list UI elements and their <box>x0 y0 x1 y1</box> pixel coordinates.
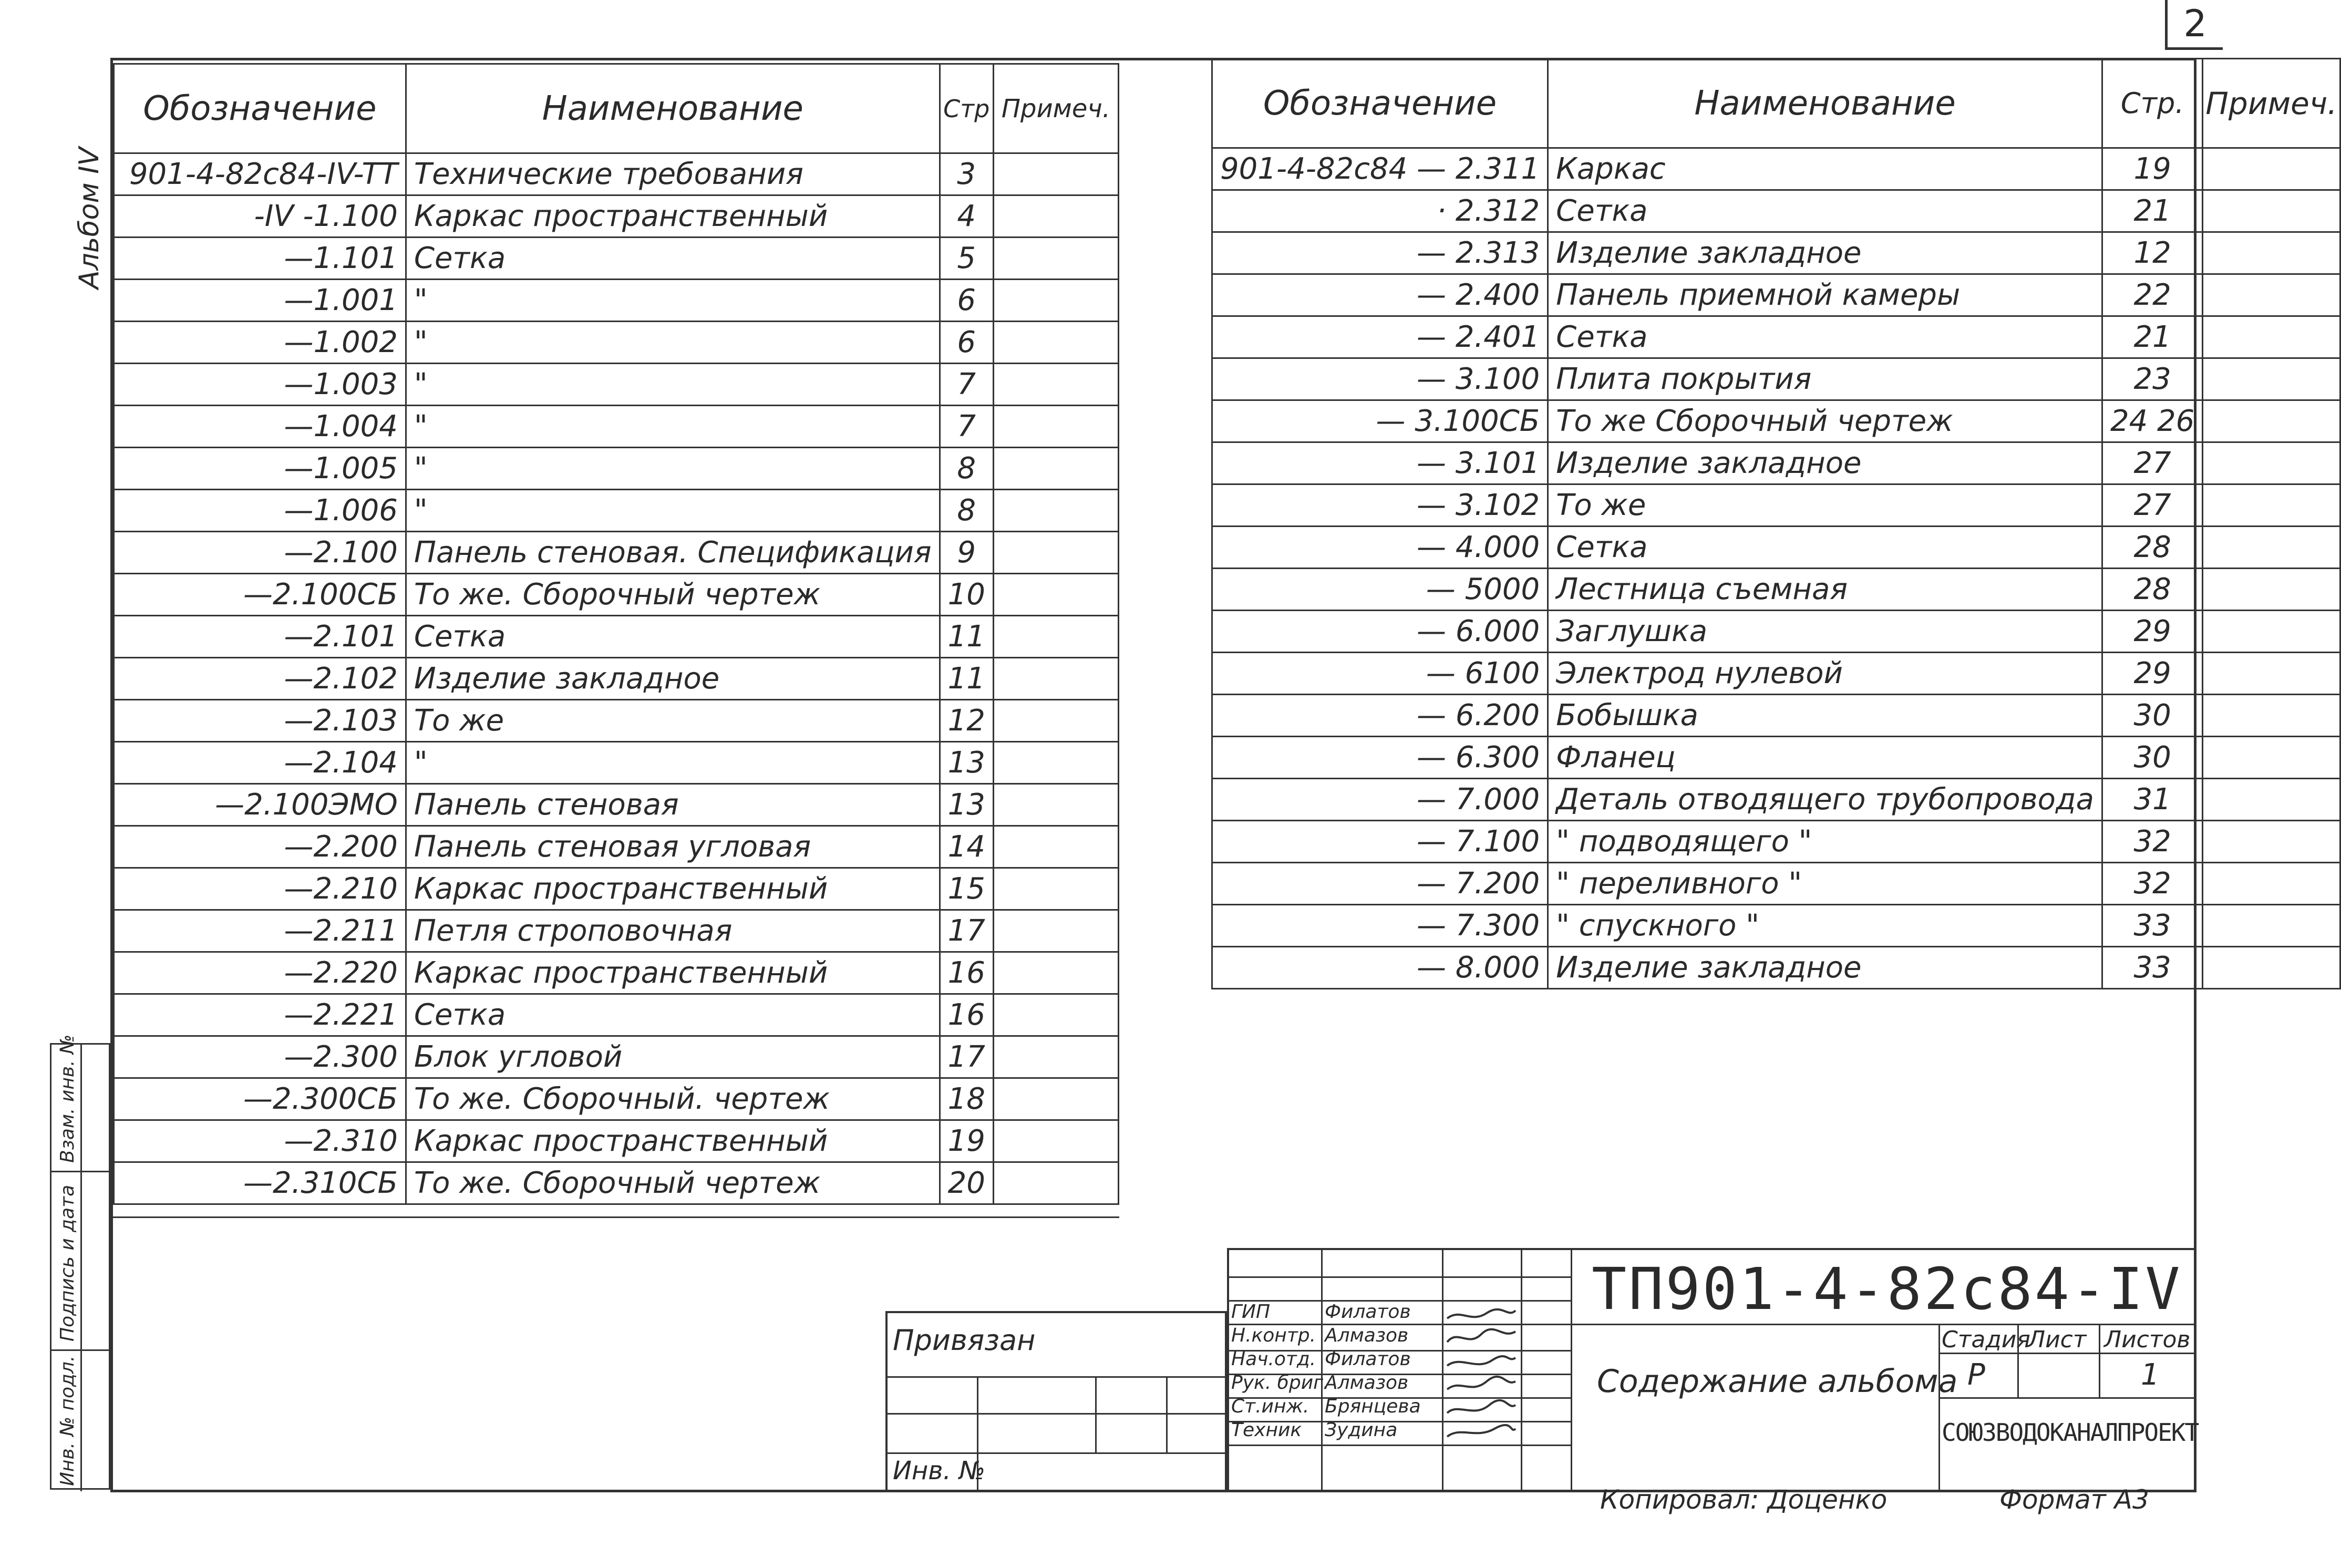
name-cell: " <box>406 448 940 490</box>
note-cell <box>993 616 1118 658</box>
note-cell <box>2203 695 2340 737</box>
title-block <box>1227 1248 2199 1492</box>
role-label: Нач.отд. <box>1231 1348 1316 1370</box>
table-row <box>114 238 1119 280</box>
project-code: ТП901-4-82с84-IV <box>1592 1255 2182 1323</box>
note-cell <box>993 1036 1118 1078</box>
page-cell: 29 <box>2102 611 2202 653</box>
page-cell: 22 <box>2102 274 2202 316</box>
table-row <box>1212 569 2340 611</box>
name-cell: Панель стеновая <box>406 784 940 826</box>
table-row <box>1212 358 2340 400</box>
page-cell: 32 <box>2102 821 2202 863</box>
note-cell <box>993 742 1118 784</box>
table-row <box>1212 611 2340 653</box>
table-row <box>114 616 1119 658</box>
tb-vline <box>1321 1250 1323 1492</box>
name-cell: То же. Сборочный чертеж <box>406 1162 940 1204</box>
note-cell <box>993 826 1118 868</box>
note-cell <box>993 448 1118 490</box>
person-name: Алмазов <box>1325 1325 1409 1346</box>
page-cell: 16 <box>940 952 993 994</box>
name-cell: Панель стеновая угловая <box>406 826 940 868</box>
table-row <box>1212 947 2340 989</box>
designation-cell: — 6100 <box>1212 653 1548 695</box>
table-row <box>1212 274 2340 316</box>
header-name: Наименование <box>1548 59 2102 148</box>
note-cell <box>993 1162 1118 1204</box>
designation-cell: — 3.100СБ <box>1212 400 1548 442</box>
designation-cell: —2.200 <box>114 826 406 868</box>
designation-cell: — 3.100 <box>1212 358 1548 400</box>
name-cell: Каркас пространственный <box>406 195 940 238</box>
page-cell: 9 <box>940 532 993 574</box>
designation-cell: — 2.400 <box>1212 274 1548 316</box>
page-cell: 18 <box>940 1078 993 1120</box>
page-cell: 17 <box>940 910 993 952</box>
side-stamp <box>50 1034 110 1490</box>
header-page: Стр <box>940 64 993 153</box>
side-stamp-line <box>51 1171 112 1172</box>
tb-vline <box>1938 1324 1940 1492</box>
designation-cell: — 6.300 <box>1212 737 1548 779</box>
page-cell: 7 <box>940 406 993 448</box>
note-cell <box>993 238 1118 280</box>
note-cell <box>993 322 1118 364</box>
page-cell: 3 <box>940 153 993 195</box>
designation-cell: —1.004 <box>114 406 406 448</box>
designation-cell: — 2.313 <box>1212 232 1548 274</box>
role-label: ГИП <box>1231 1301 1271 1323</box>
page-cell: 20 <box>940 1162 993 1204</box>
page-cell: 19 <box>940 1120 993 1162</box>
designation-cell: — 4.000 <box>1212 527 1548 569</box>
name-cell: Панель приемной камеры <box>1548 274 2102 316</box>
stage-label: Стадия <box>1942 1326 2030 1353</box>
name-cell: " <box>406 364 940 406</box>
designation-cell: —1.006 <box>114 490 406 532</box>
table-row <box>114 994 1119 1036</box>
tb-vline <box>1521 1250 1522 1492</box>
name-cell: Каркас пространственный <box>406 952 940 994</box>
format-label: Формат А3 <box>1999 1484 2149 1515</box>
designation-cell: —1.005 <box>114 448 406 490</box>
inv-no-label: Инв. № <box>893 1456 986 1486</box>
table-row <box>114 1078 1119 1120</box>
privyazan-label: Привязан <box>893 1324 1036 1357</box>
note-cell <box>2203 400 2340 442</box>
page-cell: 19 <box>2102 148 2202 190</box>
note-cell <box>993 280 1118 322</box>
note-cell <box>993 195 1118 238</box>
name-cell: То же. Сборочный. чертеж <box>406 1078 940 1120</box>
note-cell <box>993 910 1118 952</box>
note-cell <box>993 153 1118 195</box>
page-cell: 23 <box>2102 358 2202 400</box>
designation-cell: -IV -1.100 <box>114 195 406 238</box>
note-cell <box>993 406 1118 448</box>
page-cell: 31 <box>2102 779 2202 821</box>
note-cell <box>2203 905 2340 947</box>
designation-cell: —2.103 <box>114 700 406 742</box>
privyazan-block <box>885 1311 1227 1492</box>
designation-cell: —1.003 <box>114 364 406 406</box>
privyazan-vline <box>1166 1376 1168 1452</box>
name-cell: Деталь отводящего трубопровода <box>1548 779 2102 821</box>
name-cell: Сетка <box>406 616 940 658</box>
name-cell: Изделие закладное <box>1548 442 2102 484</box>
name-cell: Сетка <box>1548 190 2102 232</box>
note-cell <box>2203 569 2340 611</box>
page-cell: 17 <box>940 1036 993 1078</box>
name-cell: То же <box>1548 484 2102 527</box>
privyazan-line <box>888 1452 1227 1454</box>
table-row <box>114 322 1119 364</box>
name-cell: Каркас пространственный <box>406 1120 940 1162</box>
designation-cell: —2.300СБ <box>114 1078 406 1120</box>
note-cell <box>993 490 1118 532</box>
note-cell <box>993 700 1118 742</box>
name-cell: Петля строповочная <box>406 910 940 952</box>
table-row <box>114 574 1119 616</box>
page-cell: 30 <box>2102 695 2202 737</box>
name-cell: Изделие закладное <box>1548 947 2102 989</box>
designation-cell: — 7.200 <box>1212 863 1548 905</box>
table-row <box>114 742 1119 784</box>
page-cell: 32 <box>2102 863 2202 905</box>
side-stamp-divider <box>80 1045 82 1491</box>
page-cell: 10 <box>940 574 993 616</box>
note-cell <box>993 574 1118 616</box>
page-cell: 13 <box>940 784 993 826</box>
name-cell: Плита покрытия <box>1548 358 2102 400</box>
name-cell: " <box>406 322 940 364</box>
table-row <box>114 195 1119 238</box>
page-cell: 21 <box>2102 316 2202 358</box>
note-cell <box>2203 527 2340 569</box>
page-cell: 21 <box>2102 190 2202 232</box>
table-row <box>1212 148 2340 190</box>
designation-cell: — 7.100 <box>1212 821 1548 863</box>
table-row <box>114 532 1119 574</box>
person-name: Филатов <box>1325 1301 1411 1323</box>
page-cell: 14 <box>940 826 993 868</box>
designation-cell: — 5000 <box>1212 569 1548 611</box>
designation-cell: —1.101 <box>114 238 406 280</box>
table-row <box>114 364 1119 406</box>
sheet-label: Лист <box>2028 1326 2087 1353</box>
designation-cell: —2.104 <box>114 742 406 784</box>
note-cell <box>2203 737 2340 779</box>
copied-by: Копировал: Доценко <box>1600 1484 1888 1515</box>
designation-cell: —2.300 <box>114 1036 406 1078</box>
note-cell <box>2203 274 2340 316</box>
page-cell: 29 <box>2102 653 2202 695</box>
vzam-inv-label: Взам. инв. № <box>57 1034 78 1163</box>
page-cell: 16 <box>940 994 993 1036</box>
table-row <box>114 868 1119 910</box>
name-cell: Изделие закладное <box>1548 232 2102 274</box>
name-cell: " <box>406 742 940 784</box>
header-note: Примеч. <box>2203 59 2340 148</box>
inv-podl-label: Инв. № подл. <box>57 1355 78 1486</box>
note-cell <box>2203 947 2340 989</box>
header-note: Примеч. <box>993 64 1118 153</box>
page-cell: 15 <box>940 868 993 910</box>
privyazan-line <box>888 1376 1227 1378</box>
name-cell: Технические требования <box>406 153 940 195</box>
table-row <box>1212 695 2340 737</box>
name-cell: То же. Сборочный чертеж <box>406 574 940 616</box>
designation-cell: — 3.101 <box>1212 442 1548 484</box>
person-name: Филатов <box>1325 1348 1411 1370</box>
table-row <box>114 952 1119 994</box>
table-row <box>1212 737 2340 779</box>
designation-cell: —2.310 <box>114 1120 406 1162</box>
sheets-label: Листов <box>2104 1326 2191 1353</box>
page-cell: 4 <box>940 195 993 238</box>
table-row <box>1212 779 2340 821</box>
table-row <box>1212 905 2340 947</box>
header-name: Наименование <box>406 64 940 153</box>
name-cell: Каркас пространственный <box>406 868 940 910</box>
contents-table-left <box>113 63 1119 1205</box>
page-cell: 11 <box>940 616 993 658</box>
role-label: Ст.инж. <box>1231 1396 1309 1417</box>
person-name: Алмазов <box>1325 1372 1409 1394</box>
note-cell <box>2203 358 2340 400</box>
note-cell <box>993 364 1118 406</box>
designation-cell: —2.102 <box>114 658 406 700</box>
note-cell <box>2203 779 2340 821</box>
page-cell: 12 <box>940 700 993 742</box>
privyazan-line <box>888 1413 1227 1415</box>
page-cell: 5 <box>940 238 993 280</box>
privyazan-vline <box>1095 1376 1097 1452</box>
table-row <box>114 1036 1119 1078</box>
table-row <box>114 1162 1119 1204</box>
designation-cell: —1.001 <box>114 280 406 322</box>
tb-hline <box>1938 1397 2196 1399</box>
designation-cell: — 7.000 <box>1212 779 1548 821</box>
name-cell: " спускного " <box>1548 905 2102 947</box>
note-cell <box>993 1120 1118 1162</box>
table-row <box>1212 821 2340 863</box>
page-cell: 11 <box>940 658 993 700</box>
podpis-data-label: Подпись и дата <box>57 1184 78 1342</box>
note-cell <box>2203 190 2340 232</box>
contents-table-right <box>1211 58 2341 989</box>
person-name: Зудина <box>1325 1419 1398 1441</box>
table-row <box>114 658 1119 700</box>
name-cell: " <box>406 280 940 322</box>
signatures-scribble <box>1445 1303 1518 1445</box>
table-row <box>1212 653 2340 695</box>
name-cell: Сетка <box>406 238 940 280</box>
name-cell: " подводящего " <box>1548 821 2102 863</box>
table-row <box>114 910 1119 952</box>
role-label: Техник <box>1231 1419 1302 1441</box>
organization-name: СОЮЗВОДОКАНАЛПРОЕКТ <box>1942 1418 2199 1447</box>
table-row <box>114 406 1119 448</box>
note-cell <box>2203 316 2340 358</box>
stage-value: Р <box>1967 1358 1985 1392</box>
page-cell: 30 <box>2102 737 2202 779</box>
designation-cell: —2.100 <box>114 532 406 574</box>
note-cell <box>2203 821 2340 863</box>
sheet-number: 2 <box>2165 0 2223 50</box>
designation-cell: — 6.000 <box>1212 611 1548 653</box>
name-cell: Электрод нулевой <box>1548 653 2102 695</box>
page-cell: 8 <box>940 448 993 490</box>
page-cell: 28 <box>2102 527 2202 569</box>
name-cell: Бобышка <box>1548 695 2102 737</box>
designation-cell: —2.221 <box>114 994 406 1036</box>
note-cell <box>993 1078 1118 1120</box>
name-cell: То же <box>406 700 940 742</box>
note-cell <box>2203 442 2340 484</box>
page-cell: 13 <box>940 742 993 784</box>
page-cell: 8 <box>940 490 993 532</box>
name-cell: Каркас <box>1548 148 2102 190</box>
page-cell: 12 <box>2102 232 2202 274</box>
designation-cell: — 6.200 <box>1212 695 1548 737</box>
name-cell: То же Сборочный чертеж <box>1548 400 2102 442</box>
tb-hline <box>1229 1445 1571 1446</box>
name-cell: Изделие закладное <box>406 658 940 700</box>
designation-cell: —2.100СБ <box>114 574 406 616</box>
designation-cell: — 7.300 <box>1212 905 1548 947</box>
designation-cell: — 3.102 <box>1212 484 1548 527</box>
name-cell: Панель стеновая. Спецификация <box>406 532 940 574</box>
note-cell <box>2203 863 2340 905</box>
table-row <box>114 490 1119 532</box>
role-label: Рук. бриг. <box>1231 1372 1329 1394</box>
name-cell: Сетка <box>1548 316 2102 358</box>
designation-cell: — 2.401 <box>1212 316 1548 358</box>
designation-cell: —2.210 <box>114 868 406 910</box>
table-row <box>114 448 1119 490</box>
table-row <box>114 153 1119 195</box>
name-cell: " <box>406 406 940 448</box>
table-row <box>114 784 1119 826</box>
table-row <box>114 280 1119 322</box>
table-row <box>114 826 1119 868</box>
tb-vline <box>2099 1324 2100 1397</box>
name-cell: " <box>406 490 940 532</box>
page-cell: 24 26 <box>2102 400 2202 442</box>
table-row <box>1212 190 2340 232</box>
note-cell <box>993 532 1118 574</box>
table-row <box>114 1120 1119 1162</box>
note-cell <box>993 994 1118 1036</box>
designation-cell: · 2.312 <box>1212 190 1548 232</box>
page-cell: 33 <box>2102 905 2202 947</box>
role-label: Н.контр. <box>1231 1325 1316 1346</box>
sheets-value: 1 <box>2141 1358 2160 1392</box>
tb-vline <box>1442 1250 1443 1492</box>
note-cell <box>2203 484 2340 527</box>
designation-cell: —2.220 <box>114 952 406 994</box>
name-cell: Лестница съемная <box>1548 569 2102 611</box>
page-cell: 27 <box>2102 442 2202 484</box>
name-cell: Сетка <box>406 994 940 1036</box>
name-cell: Сетка <box>1548 527 2102 569</box>
designation-cell: 901-4-82c84-IV-TT <box>114 153 406 195</box>
table-row <box>1212 484 2340 527</box>
header-designation: Обозначение <box>114 64 406 153</box>
page-cell: 28 <box>2102 569 2202 611</box>
designation-cell: 901-4-82c84 — 2.311 <box>1212 148 1548 190</box>
table-row <box>1212 863 2340 905</box>
name-cell: Заглушка <box>1548 611 2102 653</box>
page-cell: 6 <box>940 280 993 322</box>
tb-hline <box>1229 1276 1571 1278</box>
name-cell: Фланец <box>1548 737 2102 779</box>
tb-vline <box>1571 1250 1572 1492</box>
table-row <box>1212 527 2340 569</box>
left-table-bottom-line <box>113 1216 1119 1218</box>
note-cell <box>2203 611 2340 653</box>
name-cell: " переливного " <box>1548 863 2102 905</box>
album-vertical-title: Альбом IV <box>74 147 105 290</box>
designation-cell: —1.002 <box>114 322 406 364</box>
table-row <box>1212 400 2340 442</box>
header-page: Стр. <box>2102 59 2202 148</box>
designation-cell: —2.101 <box>114 616 406 658</box>
table-row <box>114 700 1119 742</box>
page-cell: 27 <box>2102 484 2202 527</box>
note-cell <box>2203 653 2340 695</box>
side-stamp-line <box>51 1349 112 1351</box>
note-cell <box>993 952 1118 994</box>
page-cell: 6 <box>940 322 993 364</box>
note-cell <box>993 658 1118 700</box>
name-cell: Блок угловой <box>406 1036 940 1078</box>
note-cell <box>2203 232 2340 274</box>
note-cell <box>2203 148 2340 190</box>
note-cell <box>993 868 1118 910</box>
table-row <box>1212 232 2340 274</box>
designation-cell: —2.211 <box>114 910 406 952</box>
table-row <box>1212 316 2340 358</box>
designation-cell: —2.100ЭМО <box>114 784 406 826</box>
note-cell <box>993 784 1118 826</box>
designation-cell: — 8.000 <box>1212 947 1548 989</box>
table-row <box>1212 442 2340 484</box>
designation-cell: —2.310СБ <box>114 1162 406 1204</box>
header-designation: Обозначение <box>1212 59 1548 148</box>
person-name: Брянцева <box>1325 1396 1421 1417</box>
page-cell: 7 <box>940 364 993 406</box>
page-cell: 33 <box>2102 947 2202 989</box>
sheet-title: Содержание альбома <box>1597 1363 1958 1400</box>
